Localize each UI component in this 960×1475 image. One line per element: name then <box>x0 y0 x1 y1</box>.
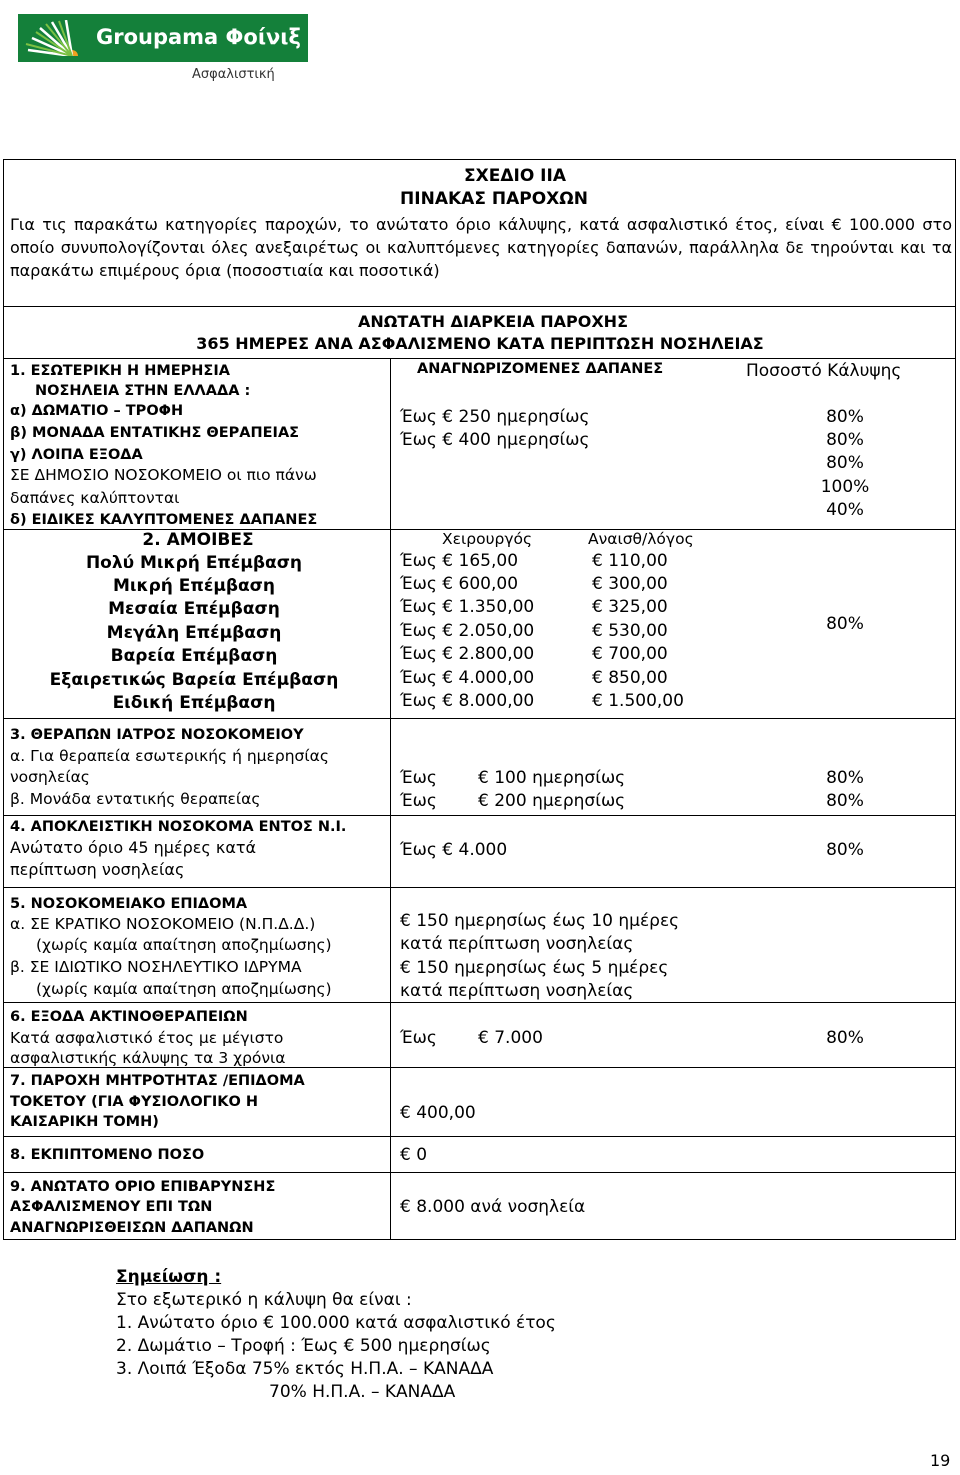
s9-title-3: ΑΝΑΓΝΩΡΙΣΘΕΙΣΩΝ ΔΑΠΑΝΩΝ <box>10 1220 254 1236</box>
s1-pct-2: 80% <box>826 430 864 450</box>
s2-col-anesthetist: Αναισθ/λόγος <box>588 530 694 548</box>
s2-row-anesth: € 700,00 <box>592 644 668 664</box>
s2-row-anesth: € 300,00 <box>592 574 668 594</box>
s2-row-surgeon: Έως € 2.800,00 <box>400 644 535 664</box>
s3-line-a: α. Για θεραπεία εσωτερικής ή ημερησίας <box>10 747 329 765</box>
s2-row-surgeon: Έως € 600,00 <box>400 574 519 594</box>
col-recognized-costs: ΑΝΑΓΝΩΡΙΖΟΜΕΝΕΣ ΔΑΠΑΝΕΣ <box>417 361 664 377</box>
s4-pct: 80% <box>826 840 864 860</box>
s4-title: 4. ΑΠΟΚΛΕΙΣΤΙΚΗ ΝΟΣΟΚΟΜΑ ΕΝΤΟΣ Ν.Ι. <box>10 819 347 835</box>
s2-row-label: Πολύ Μικρή Επέμβαση <box>85 553 303 573</box>
s1-public-covered: δαπάνες καλύπτονται <box>10 489 180 507</box>
rule-s6 <box>3 1067 956 1068</box>
s2-title: 2. ΑΜΟΙΒΕΣ <box>142 530 254 550</box>
s1-title-2: ΝΟΣΗΛΕΙΑ ΣΤΗΝ ΕΛΛΑΔΑ : <box>35 383 251 399</box>
s1-amount-room: Έως € 250 ημερησίως <box>400 407 590 427</box>
s9-amount: € 8.000 ανά νοσηλεία <box>400 1197 586 1217</box>
logo-bar <box>18 14 308 62</box>
s5-rate-2-note: κατά περίπτωση νοσηλείας <box>400 981 634 1001</box>
s2-row-anesth: € 530,00 <box>592 621 668 641</box>
logo-brand-text: Groupama Φοίνιξ <box>96 25 301 49</box>
s4-line-2: περίπτωση νοσηλείας <box>10 860 185 879</box>
s3-amount-b: € 200 ημερησίως <box>478 791 626 811</box>
s5-private-note: (χωρίς καμία απαίτηση αποζημίωσης) <box>36 980 332 998</box>
s4-line-1: Ανώτατο όριο 45 ημέρες κατά <box>10 838 257 857</box>
s2-pct: 80% <box>826 614 864 634</box>
page-number: 19 <box>930 1451 951 1470</box>
s3-line-b: β. Μονάδα εντατικής θεραπείας <box>10 790 261 808</box>
s4-amount: Έως € 4.000 <box>400 840 508 860</box>
note-title: Σημείωση : <box>116 1267 222 1287</box>
s7-title-3: ΚΑΙΣΑΡΙΚΗ ΤΟΜΗ) <box>10 1114 159 1130</box>
s9-title-1: 9. ΑΝΩΤΑΤΟ ΟΡΙΟ ΕΠΙΒΑΡΥΝΣΗΣ <box>10 1179 276 1195</box>
rule-duration <box>3 358 956 359</box>
column-divider <box>390 358 391 1239</box>
s2-row-anesth: € 1.500,00 <box>592 691 684 711</box>
s1-other: γ) ΛΟΙΠΑ ΕΞΟΔΑ <box>10 447 143 463</box>
s5-title: 5. ΝΟΣΟΚΟΜΕΙΑΚΟ ΕΠΙΔΟΜΑ <box>10 896 248 912</box>
s1-amount-icu: Έως € 400 ημερησίως <box>400 430 590 450</box>
s2-row-label: Μικρή Επέμβαση <box>112 576 276 596</box>
s3-upto-b: Έως <box>400 791 437 811</box>
s3-pct-a: 80% <box>826 768 864 788</box>
s6-line-2: ασφαλιστικής κάλυψης τα 3 χρόνια <box>10 1049 286 1067</box>
s5-state-note: (χωρίς καμία απαίτηση αποζημίωσης) <box>36 936 332 954</box>
s5-state-hospital: α. ΣΕ ΚΡΑΤΙΚΟ ΝΟΣΟΚΟΜΕΙΟ (Ν.Π.Δ.Δ.) <box>10 915 316 933</box>
note-line-1: Στο εξωτερικό η κάλυψη θα είναι : <box>116 1290 412 1310</box>
s2-row-surgeon: Έως € 165,00 <box>400 551 519 571</box>
s7-title-1: 7. ΠΑΡΟΧΗ ΜΗΤΡΟΤΗΤΑΣ /ΕΠΙΔΟΜΑ <box>10 1073 305 1089</box>
rule-intro <box>3 306 956 307</box>
s6-amount: € 7.000 <box>478 1028 543 1048</box>
s9-title-2: ΑΣΦΑΛΙΣΜΕΝΟΥ ΕΠΙ ΤΩΝ <box>10 1199 213 1215</box>
company-logo <box>18 14 308 84</box>
s1-pct-1: 80% <box>826 407 864 427</box>
note-line-3: 2. Δωμάτιο – Τροφή : Έως € 500 ημερησίως <box>116 1336 491 1356</box>
rule-s2 <box>3 718 956 719</box>
s2-row-anesth: € 850,00 <box>592 668 668 688</box>
rule-s8 <box>3 1172 956 1173</box>
s2-row-label: Ειδική Επέμβαση <box>112 693 276 713</box>
s2-row-label: Βαρεία Επέμβαση <box>110 646 278 666</box>
note-line-4: 3. Λοιπά Έξοδα 75% εκτός Η.Π.Α. – ΚΑΝΑΔΑ <box>116 1359 494 1379</box>
s2-col-surgeon: Χειρουργός <box>442 530 533 548</box>
s2-row-anesth: € 325,00 <box>592 597 668 617</box>
s6-upto: Έως <box>400 1028 437 1048</box>
s3-line-a2: νοσηλείας <box>10 768 90 786</box>
s2-row-surgeon: Έως € 8.000,00 <box>400 691 535 711</box>
s7-title-2: ΤΟΚΕΤΟΥ (ΓΙΑ ΦΥΣΙΟΛΟΓΙΚΟ Η <box>10 1094 259 1110</box>
s5-rate-1: € 150 ημερησίως έως 10 ημέρες <box>400 911 680 931</box>
s1-title: 1. ΕΣΩΤΕΡΙΚΗ Η ΗΜΕΡΗΣΙΑ <box>10 363 230 379</box>
s3-pct-b: 80% <box>826 791 864 811</box>
s2-row-label: Μεγάλη Επέμβαση <box>106 623 282 643</box>
s3-upto-a: Έως <box>400 768 437 788</box>
table-title: ΠΙΝΑΚΑΣ ΠΑΡΟΧΩΝ <box>400 189 588 209</box>
s6-pct: 80% <box>826 1028 864 1048</box>
s2-row-label: Εξαιρετικώς Βαρεία Επέμβαση <box>49 670 339 690</box>
s6-title: 6. ΕΞΟΔΑ ΑΚΤΙΝΟΘΕΡΑΠΕΙΩΝ <box>10 1009 248 1025</box>
s1-special: δ) ΕΙΔΙΚΕΣ ΚΑΛΥΠΤΟΜΕΝΕΣ ΔΑΠΑΝΕΣ <box>10 512 318 528</box>
s2-row-surgeon: Έως € 1.350,00 <box>400 597 535 617</box>
s2-row-surgeon: Έως € 4.000,00 <box>400 668 535 688</box>
rule-s7 <box>3 1136 956 1137</box>
s8-title: 8. ΕΚΠΙΠΤΟΜΕΝΟ ΠΟΣΟ <box>10 1147 205 1163</box>
s3-title: 3. ΘΕΡΑΠΩΝ ΙΑΤΡΟΣ ΝΟΣΟΚΟΜΕΙΟΥ <box>10 727 304 743</box>
s5-rate-2: € 150 ημερησίως έως 5 ημέρες <box>400 958 669 978</box>
note-line-5: 70% Η.Π.Α. – ΚΑΝΑΔΑ <box>269 1382 456 1402</box>
intro-paragraph: Για τις παρακάτω κατηγορίες παροχών, το ανώτατο όριο κάλυψης, κατά ασφαλιστικό έτος, είναι € 100.000 στο οποίο συνυπολογίζονται όλες ανεξαιρέτως οι καλυπτόμενες κατηγορίες δαπανών, παράλληλα δε τηρούνται και τα παρακάτω επιμέρους όρια (ποσοστιαία και ποσοτικά) <box>10 215 952 280</box>
s1-pct-5: 40% <box>826 500 864 520</box>
rule-s3 <box>3 815 956 816</box>
logo-subtitle: Ασφαλιστική <box>192 67 275 82</box>
logo-sun-icon <box>24 20 94 56</box>
s1-icu: β) ΜΟΝΑΔΑ ΕΝΤΑΤΙΚΗΣ ΘΕΡΑΠΕΙΑΣ <box>10 425 300 441</box>
s5-private-hospital: β. ΣΕ ΙΔΙΩΤΙΚΟ ΝΟΣΗΛΕΥΤΙΚΟ ΙΔΡΥΜΑ <box>10 958 302 976</box>
s2-row-label: Μεσαία Επέμβαση <box>108 599 280 619</box>
col-coverage-pct: Ποσοστό Κάλυψης <box>746 361 902 381</box>
duration-detail: 365 ΗΜΕΡΕΣ ΑΝΑ ΑΣΦΑΛΙΣΜΕΝΟ ΚΑΤΑ ΠΕΡΙΠΤΩΣΗ ΝΟΣΗΛΕΙΑΣ <box>196 334 764 353</box>
s8-amount: € 0 <box>400 1145 428 1165</box>
s2-row-anesth: € 110,00 <box>592 551 668 571</box>
s1-pct-4: 100% <box>820 477 870 497</box>
s3-amount-a: € 100 ημερησίως <box>478 768 626 788</box>
s1-room-board: α) ΔΩΜΑΤΙΟ – ΤΡΟΦΗ <box>10 403 184 419</box>
s1-pct-3: 80% <box>826 453 864 473</box>
s1-public-hospital: ΣΕ ΔΗΜΟΣΙΟ ΝΟΣΟΚΟΜΕΙΟ οι πιο πάνω <box>10 466 317 484</box>
s5-rate-1-note: κατά περίπτωση νοσηλείας <box>400 934 634 954</box>
plan-title: ΣΧΕΔΙΟ ΙΙΑ <box>464 166 566 186</box>
s6-line-1: Κατά ασφαλιστικό έτος με μέγιστο <box>10 1029 284 1047</box>
s2-row-surgeon: Έως € 2.050,00 <box>400 621 535 641</box>
rule-s4 <box>3 887 956 888</box>
rule-s5 <box>3 1002 956 1003</box>
s7-amount: € 400,00 <box>400 1103 476 1123</box>
note-line-2: 1. Ανώτατο όριο € 100.000 κατά ασφαλιστικό έτος <box>116 1313 556 1333</box>
duration-heading: ΑΝΩΤΑΤΗ ΔΙΑΡΚΕΙΑ ΠΑΡΟΧΗΣ <box>358 312 628 331</box>
